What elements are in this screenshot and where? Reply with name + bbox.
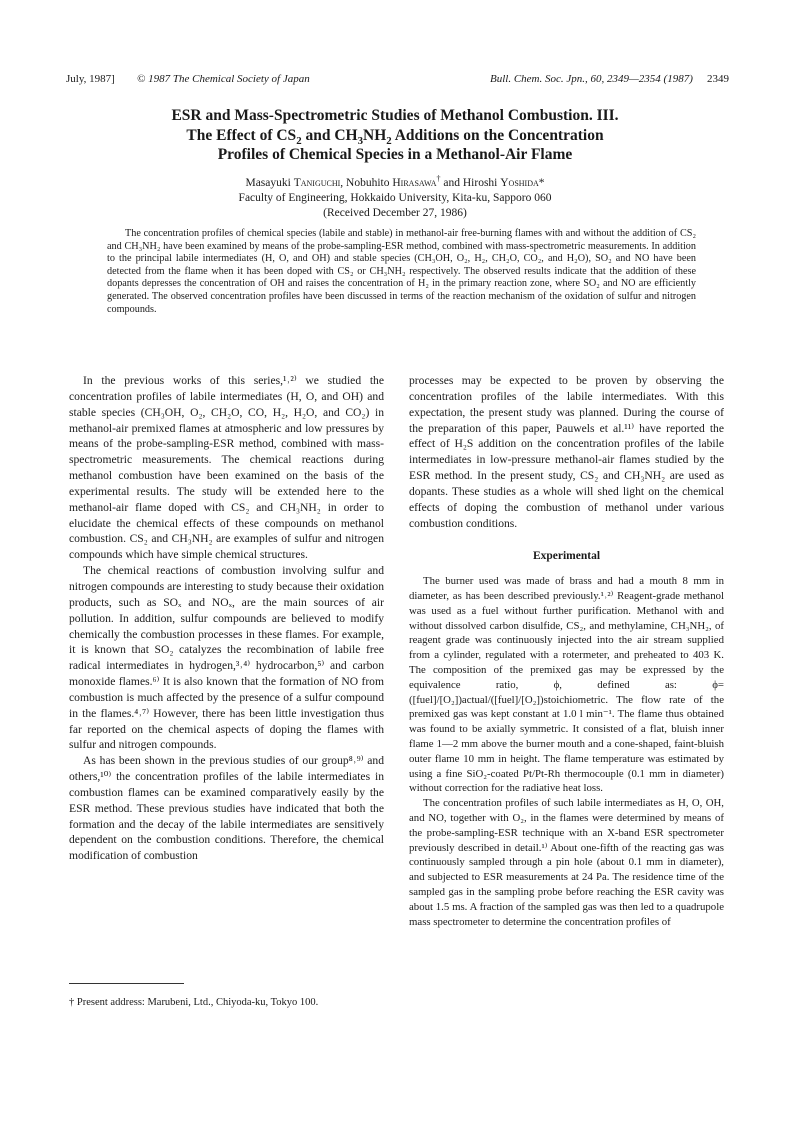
affiliation: Faculty of Engineering, Hokkaido University, Kita-ku, Sapporo 060 — [238, 192, 552, 204]
header-copyright: © 1987 The Chemical Society of Japan — [137, 73, 310, 85]
footnote-rule — [69, 983, 184, 984]
left-column — [69, 373, 384, 864]
title-line-3: Profiles of Chemical Species in a Methanol-Air Flame — [217, 146, 573, 163]
right-column — [409, 373, 724, 929]
received-date: (Received December 27, 1986) — [323, 207, 467, 219]
intro-paragraph-1: In the previous works of this series,¹˒²⁾ we studied the concentration profiles of labile intermediates (H, O, and OH) and stable species (CH₃OH, O₂, CH₂O, CO, H₂, H₂O, and CO₂) in methanol-air premixed flames at atmospheric and low pressures by means of the probe-sampling-ESR method, combined with mass-spectrometric measurements. The chemical reactions during methanol combustion have been examined on the basis of the experimental results. The study will be extended here to the methanol-air flame doped with CS₂ and CH₃NH₂ in order to elucidate the chemical effects of these compounds on methanol combustion. CS₂ and CH₃NH₂ are examples of sulfur and nitrogen compounds which have simple chemical structures. — [69, 374, 384, 562]
author-block — [60, 176, 730, 221]
intro-paragraph-3: As has been shown in the previous studies of our group⁸˒⁹⁾ and others,¹⁰⁾ the concentration profiles of the labile intermediates in combustion flames can be examined comparatively easily by the ESR method. These previous studies have indicated that both the formation and the decay of the labile intermediates are sensitively dependent on the combustion conditions. Therefore, the chemical modification of combustion — [69, 754, 384, 863]
paper-title — [60, 106, 730, 165]
author-names: Masayuki Taniguchi, Nobuhito Hirasawa† and Hiroshi Yoshida* — [245, 174, 545, 189]
footnote: † Present address: Marubeni, Ltd., Chiyoda-ku, Tokyo 100. — [69, 997, 319, 1008]
title-line-1: ESR and Mass-Spectrometric Studies of Methanol Combustion. III. — [171, 107, 619, 124]
intro-paragraph-4: processes may be expected to be proven by observing the concentration profiles of the labile intermediates. With this expectation, the present study was planned. During the course of the preparation of this paper, Pauwels et al.¹¹⁾ have reported the effect of H₂S addition on the concentration profiles of the labile intermediates in low-pressure methanol-air flames studied by the ESR method. In the present study, CS₂ and CH₃NH₂ are used as dopants. These studies as a whole will shed light on the chemical effects of doping the combustion of methanol under various combustion conditions. — [409, 374, 724, 530]
header-page-number: 2349 — [707, 73, 729, 85]
abstract — [107, 228, 696, 316]
experimental-paragraph-1: The burner used was made of brass and had a mouth 8 mm in diameter, as has been described previously.¹˒²⁾ Reagent-grade methanol was used as a fuel without further purification. Methanol with and without dissolved carbon disulfide, CS₂, and methylamine, CH₃NH₂, of reagent grade was continuously injected into the air stream supplied from a cylinder, regulated with a rotermeter, and preheated to 403 K. The composition of the premixed gas may be expressed by the equivalence ratio, ϕ, defined as: ϕ=([fuel]/[O₂])actual/([fuel]/[O₂])stoichiometric. The flow rate of the premixed gas was kept constant at 1.0 l min⁻¹. The flame thus obtained was found to be axially symmetric. It consisted of a flat, bluish inner flame 1—2 mm above the burner mouth and a cone-shaped, faint-bluish outer flame 10 mm in height. The flame temperature was estimated by using a fine SiO₂-coated Pt/Pt-Rh thermocouple (0.1 mm in diameter) without correction for the radiative heat loss. — [409, 575, 724, 795]
title-line-2: The Effect of $CS_2$ and $CH_3NH_2$ Additions on the Concentration — [186, 126, 604, 147]
abstract-text: The concentration profiles of chemical species (labile and stable) in methanol-air free-burning flames with and without the addition of CS₂ and CH₃NH₂ have been examined by means of the probe-sampling-ESR method, combined with mass-spectrometric measurements. In addition to the principal labile intermediates (H, O, and OH) and stable species (CH₃OH, O₂, H₂, CH₂O, CO₂, and H₂O), SO₂ and NO have been detected from the flame when it has been doped with CS₂ or CH₃NH₂ respectively. The observed results indicate that the addition of these dopants depresses the concentration of OH and raises the concentration of H₂ in the primary reaction zone, where SO₂ and NO are efficiently generated. The observed concentration profiles have been discussed in terms of the reaction mechanism of the oxidation of sulfur and nitrogen compounds. — [107, 228, 696, 315]
header-date: July, 1987] — [66, 73, 115, 85]
intro-paragraph-2: The chemical reactions of combustion involving sulfur and nitrogen compounds are interesting to study because their oxidation products, such as SOₓ and NOₓ, are the main sources of air pollution. In addition, sulfur compounds are believed to modify chemically the combustion processes in these flames. For example, it is known that SO₂ catalyzes the recombination of labile free radical intermediates in hydrogen,³˒⁴⁾ hydrocarbon,⁵⁾ and carbon monoxide flames.⁶⁾ It is also known that the formation of NO from combustion is much affected by the presence of a sulfur compound in the flames.⁴˒⁷⁾ However, there has been little investigation thus far reported on the chemical aspects of doping the flames with sulfur and nitrogen compounds. — [69, 564, 384, 752]
experimental-paragraph-2: The concentration profiles of such labile intermediates as H, O, OH, and NO, together with O₂, in the flames were determined by means of the probe-sampling-ESR technique with an X-band ESR spectrometer previously described in detail.¹⁾ About one-fifth of the reacting gas was continuously sampled through a pin hole (about 0.1 mm in diameter), and subjected to ESR measurements at 24 Pa. The residence time of the sampled gas in the sampling probe before reaching the ESR cavity was about 1.5 ms. A fraction of the sampled gas was then led to a quadrupole mass spectrometer to determine the concentration profiles of — [409, 797, 724, 928]
header-journal: Bull. Chem. Soc. Jpn., 60, 2349—2354 (1987) — [490, 73, 693, 85]
section-heading-experimental: Experimental — [532, 550, 601, 563]
